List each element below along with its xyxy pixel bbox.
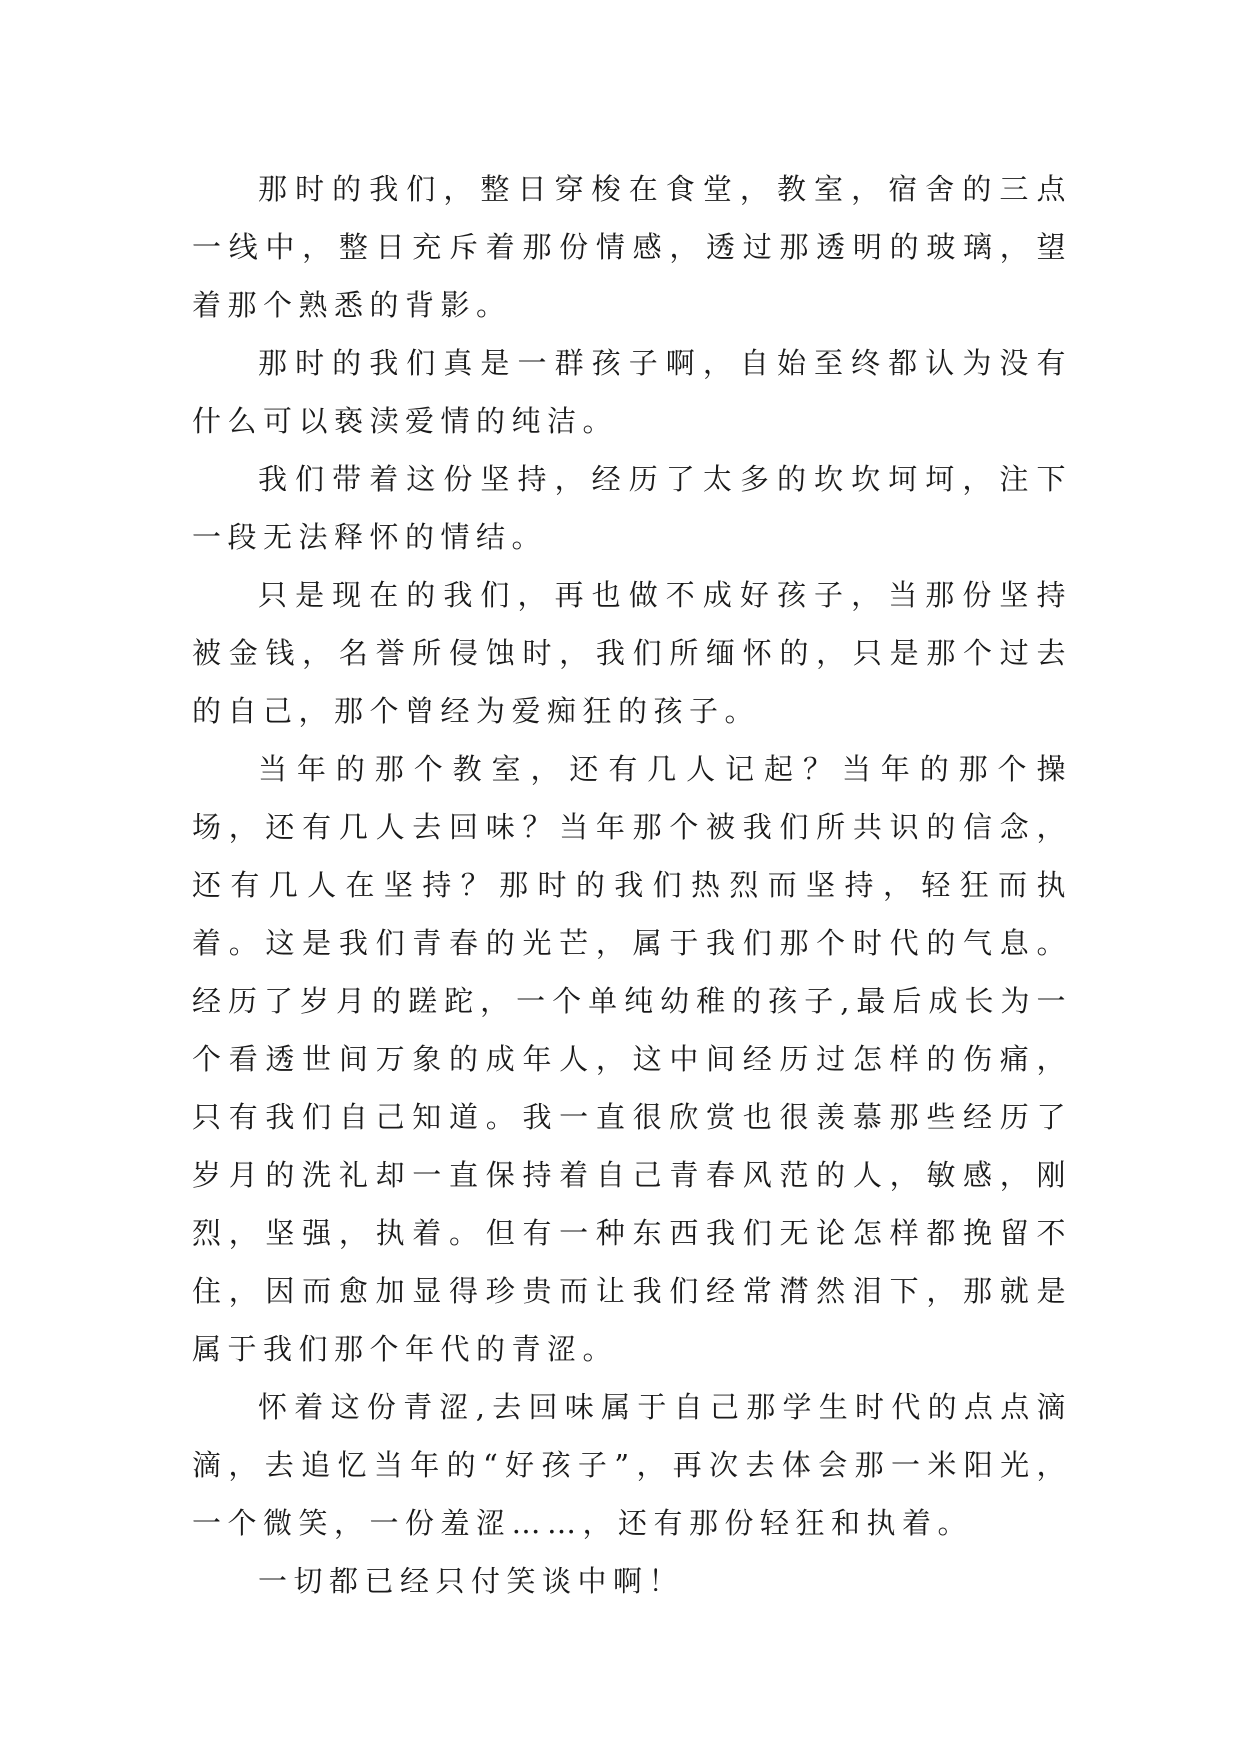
paragraph-1: 那时的我们，整日穿梭在食堂，教室，宿舍的三点一线中，整日充斥着那份情感，透过那透明的玻璃，望着那个熟悉的背影。: [192, 172, 1072, 322]
paragraph-7: 一切都已经只付笑谈中啊！: [258, 1564, 685, 1598]
paragraph-6: 怀着这份青涩,去回味属于自己那学生时代的点点滴滴，去追忆当年的“好孩子”，再次去体会那一米阳光，一个微笑，一份羞涩……，还有那份轻狂和执着。: [192, 1390, 1072, 1540]
document-body: [192, 160, 1072, 1610]
paragraph-2: 那时的我们真是一群孩子啊，自始至终都认为没有什么可以亵渎爱情的纯洁。: [192, 346, 1072, 438]
paragraph-3: 我们带着这份坚持，经历了太多的坎坎坷坷，注下一段无法释怀的情结。: [192, 462, 1072, 554]
paragraph-5: 当年的那个教室，还有几人记起？当年的那个操场，还有几人去回味？当年那个被我们所共识的信念，还有几人在坚持？那时的我们热烈而坚持，轻狂而执着。这是我们青春的光芒，属于我们那个时代的气息。经历了岁月的蹉跎，一个单纯幼稚的孩子,最后成长为一个看透世间万象的成年人，这中间经历过怎样的伤痛，只有我们自己知道。我一直很欣赏也很羡慕那些经历了岁月的洗礼却一直保持着自己青春风范的人，敏感，刚烈，坚强，执着。但有一种东西我们无论怎样都挽留不住，因而愈加显得珍贵而让我们经常潸然泪下，那就是属于我们那个年代的青涩。: [192, 752, 1072, 1366]
paragraph-4: 只是现在的我们，再也做不成好孩子，当那份坚持被金钱，名誉所侵蚀时，我们所缅怀的，只是那个过去的自己，那个曾经为爱痴狂的孩子。: [192, 578, 1072, 728]
